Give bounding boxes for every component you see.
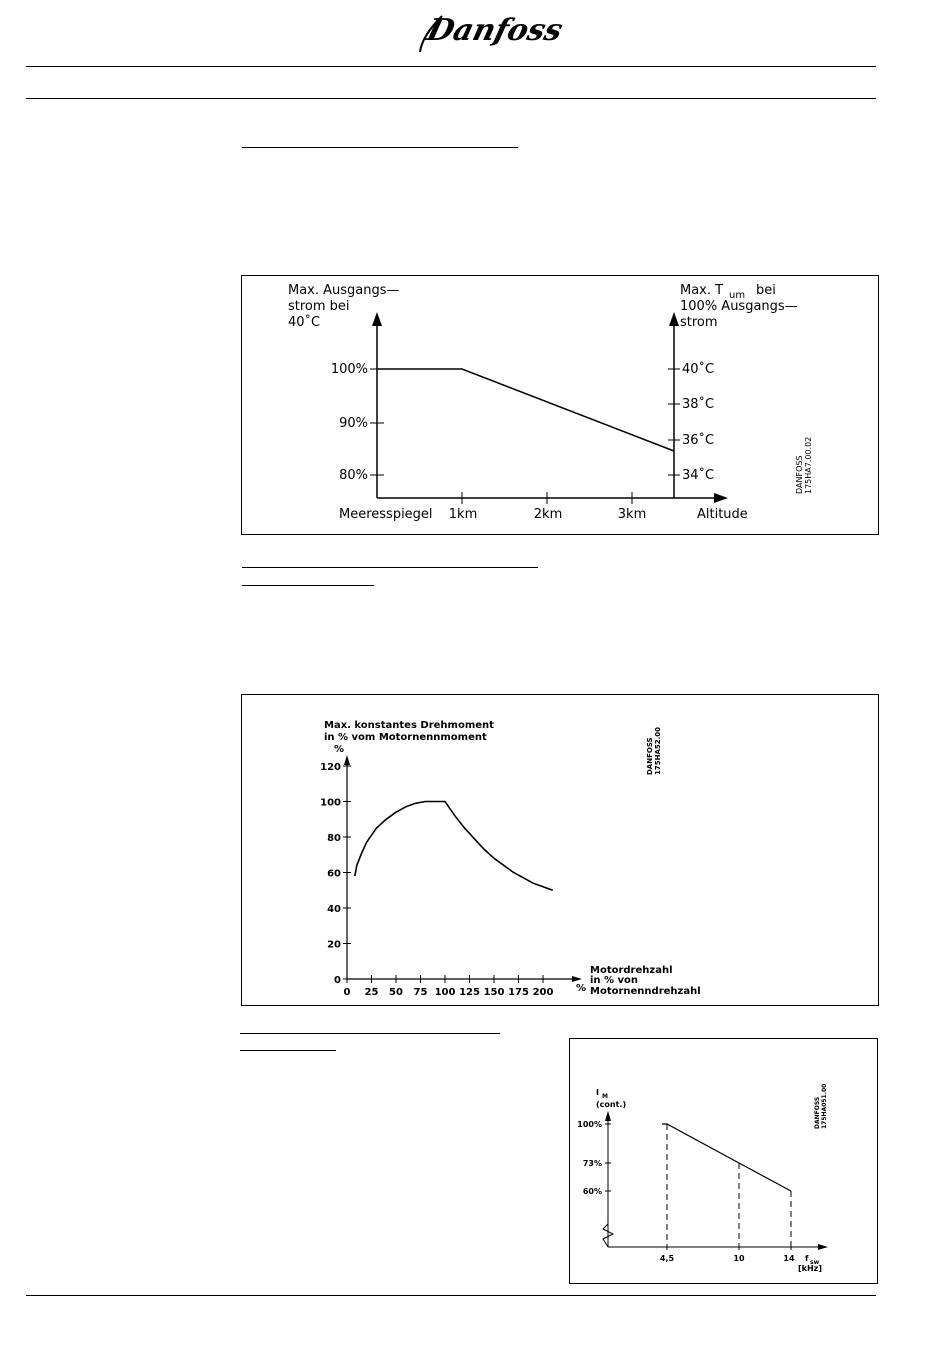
x-title-main: f <box>805 1254 809 1263</box>
y-tick-100: 100% <box>577 1120 602 1129</box>
frequency-chart-svg <box>570 1039 877 1283</box>
torque-curve <box>355 802 553 891</box>
y-title-main: I <box>596 1088 599 1097</box>
y-tick-60: 60% <box>582 1187 602 1196</box>
x-tick-label: 75 <box>413 987 428 998</box>
section-heading-line <box>242 585 374 586</box>
y-title-sub: M <box>602 1093 608 1100</box>
chart3-code-1: DANFOSS <box>814 1096 821 1129</box>
danfoss-logo <box>412 6 567 54</box>
torque-chart-svg <box>242 695 878 1005</box>
left-tick-100: 100% <box>330 362 368 377</box>
left-tick-80: 80% <box>339 468 368 483</box>
y-axis-arrow <box>344 755 350 765</box>
x-title-sub: sw <box>810 1259 820 1266</box>
altitude-chart-svg <box>242 276 878 534</box>
chart1-code-2: 175HA7.00.02 <box>804 436 813 494</box>
right-axis-title-1: Max. T <box>680 283 724 298</box>
x-tick-label: 100 <box>434 987 456 998</box>
header-rule-bottom <box>26 98 876 99</box>
y-tick-label: 20 <box>327 939 341 951</box>
x-unit: % <box>576 983 587 994</box>
right-y-arrow <box>669 312 679 326</box>
x-tick-2km: 2km <box>533 507 563 522</box>
right-axis-title-3: 100% Ausgangs— <box>680 299 798 314</box>
right-tick-36: 36˚C <box>682 433 715 448</box>
x-tick-label: 175 <box>508 987 529 998</box>
chart3-code-2: 175HA051.00 <box>821 1083 828 1129</box>
y-tick-73: 73% <box>582 1159 602 1168</box>
x-tick-label: 125 <box>459 987 480 998</box>
altitude-derating-chart <box>241 275 879 535</box>
section-heading-line <box>240 1050 336 1051</box>
left-axis-title-1: Max. Ausgangs— <box>288 283 400 298</box>
x-tick-4-5: 4,5 <box>659 1254 675 1263</box>
chart2-code-1: DANFOSS <box>646 737 654 775</box>
x-tick-label: 150 <box>483 987 505 998</box>
left-tick-90: 90% <box>339 416 368 431</box>
y-tick-label: 100 <box>320 797 341 809</box>
torque-speed-chart <box>241 694 879 1006</box>
x-tick-label: 0 <box>343 987 351 998</box>
y-ticks <box>320 762 351 986</box>
x-title-3: Motornenndrehzahl <box>590 986 701 997</box>
x-tick-14: 14 <box>783 1254 795 1263</box>
right-axis-title-sub: um <box>729 290 746 301</box>
y-tick-label: 80 <box>327 833 341 844</box>
x-axis-arrow <box>572 976 582 982</box>
left-y-arrow <box>372 312 382 326</box>
x-title-unit: [kHz] <box>798 1264 822 1273</box>
switching-frequency-chart <box>569 1038 878 1284</box>
x-title-1: Motordrehzahl <box>590 965 673 976</box>
y-unit: % <box>334 744 345 755</box>
y-tick-label: 60 <box>327 868 341 880</box>
x-axis-arrow <box>818 1244 828 1250</box>
current-derating-line <box>662 1124 791 1191</box>
section-heading-line <box>242 567 538 568</box>
svg-text:Danfoss: Danfoss <box>423 12 567 48</box>
x-tick-label: 25 <box>364 987 379 998</box>
footer-rule <box>26 1295 876 1296</box>
y-tick-label: 120 <box>320 762 341 773</box>
x-axis-title: Altitude <box>697 507 748 522</box>
left-axis-title-3: 40˚C <box>288 315 321 330</box>
section-heading-line <box>242 147 518 148</box>
x-tick-label: 50 <box>389 987 403 998</box>
chart1-code-1: DANFOSS <box>795 455 804 494</box>
x-tick-1km: 1km <box>448 507 478 522</box>
x-tick-10: 10 <box>733 1254 745 1263</box>
left-axis-title-2: strom bei <box>288 299 350 314</box>
altitude-derating-line <box>377 369 674 451</box>
section-heading-line <box>240 1033 500 1034</box>
x-origin-label: Meeresspiegel <box>339 507 433 522</box>
right-tick-40: 40˚C <box>682 362 715 377</box>
y-tick-label: 0 <box>334 975 341 986</box>
x-title-2: in % von <box>590 975 639 986</box>
right-axis-title-2: bei <box>756 283 776 298</box>
right-tick-38: 38˚C <box>682 397 715 412</box>
y-title-1: Max. konstantes Drehmoment <box>324 720 494 731</box>
y-tick-label: 40 <box>327 904 341 915</box>
y-title-2: in % vom Motornennmoment <box>324 732 487 743</box>
chart2-code-2: 175HA52.00 <box>654 726 662 775</box>
x-tick-3km: 3km <box>617 507 647 522</box>
right-axis-title-4: strom <box>680 315 718 330</box>
y-title-2: (cont.) <box>596 1100 627 1109</box>
x-tick-label: 200 <box>532 987 554 998</box>
y-axis-arrow <box>605 1111 611 1121</box>
right-tick-34: 34˚C <box>682 468 715 483</box>
x-axis-arrow <box>714 493 728 503</box>
header-rule-top <box>26 66 876 67</box>
